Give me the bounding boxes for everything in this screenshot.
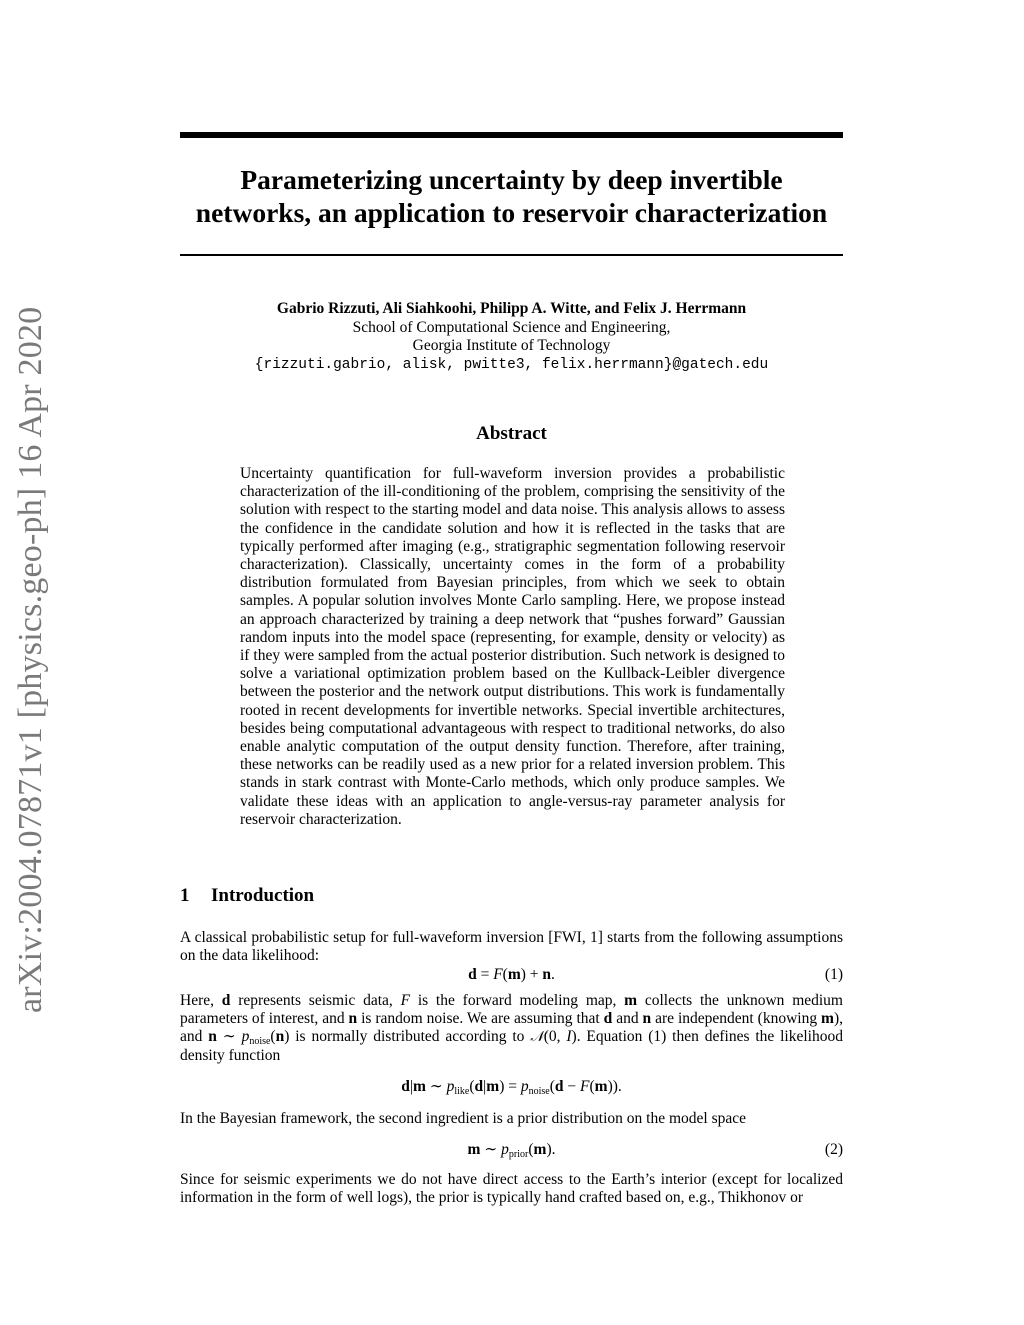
- equation-2-body: m ∼ $p_{prior}(m)$.: [467, 1141, 556, 1160]
- title-line-1: Parameterizing uncertainty by deep invertible: [240, 164, 783, 195]
- author-block: [180, 300, 843, 374]
- section-title: Introduction: [211, 885, 315, 906]
- likelihood-equation: d|m ∼ $p_{like}(d|m) = p_{noise}(d - F(m))$.: [401, 1078, 622, 1097]
- intro-paragraph-3: In the Bayesian framework, the second ingredient is a prior distribution on the model space: [180, 1110, 747, 1127]
- section-number: 1: [180, 885, 190, 906]
- abstract-heading: Abstract: [476, 423, 547, 444]
- title-bottom-rule: [180, 254, 843, 256]
- intro-paragraph-4: Since for seismic experiments we do not have direct access to the Earth’s interior (except for localized information in the form of well logs), the prior is typically hand crafted based on, e.g., Thikhonov or: [180, 1171, 843, 1207]
- arxiv-side-label: arXiv:2004.07871v1 [physics.geo-ph] 16 Apr 2020: [12, 306, 49, 1013]
- equation-1-body: d = F(m) + n.: [468, 966, 555, 983]
- equation-1: [180, 965, 843, 985]
- section-heading: [180, 885, 314, 907]
- intro-paragraph-2: Here, d represents seismic data, F is the forward modeling map, m collects the unknown medium parameters of interest, and n is random noise. We are assuming that d and n are independent (knowing m), and n ∼ $p_{noise}(n)$ is normally distributed according to 𝒩(0, I). Equation (1) then defines the likelihood density function: [180, 992, 843, 1064]
- abstract-text: Uncertainty quantification for full-waveform inversion provides a probabilistic characterization of the ill-conditioning of the problem, comprising the sensitivity of the solution with respect to the starting model and data noise. This analysis allows to assess the confidence in the candidate solution and how it is reflected in the tasks that are typically performed after imaging (e.g., stratigraphic segmentation following reservoir characterization). Classically, uncertainty comes in the form of a probability distribution formulated from Bayesian principles, from which we seek to obtain samples. A popular solution involves Monte Carlo sampling. Here, we propose instead an approach characterized by training a deep network that “pushes forward” Gaussian random inputs into the model space (representing, for example, density or velocity) as if they were sampled from the actual posterior distribution. Such network is designed to solve a variational optimization problem based on the Kullback-Leibler divergence between the posterior and the network output distributions. This work is fundamentally rooted in recent developments for invertible networks. Special invertible architectures, besides being computational advantageous with respect to traditional networks, do also enable analytic computation of the output density function. Therefore, after training, these networks can be readily used as a new prior for a related inversion problem. This stands in stark contrast with Monte-Carlo methods, which only produce samples. We validate these ideas with an application to angle-versus-ray parameter analysis for reservoir characterization.: [240, 465, 785, 828]
- title-top-rule: [180, 132, 843, 138]
- title-line-2: networks, an application to reservoir characterization: [195, 197, 828, 228]
- author-names: Gabrio Rizzuti, Ali Siahkoohi, Philipp A. Witte, and Felix J. Herrmann: [276, 300, 747, 317]
- author-emails: {rizzuti.gabrio, alisk, pwitte3, felix.herrmann}@gatech.edu: [254, 356, 769, 373]
- affiliation-line-2: Georgia Institute of Technology: [412, 337, 611, 354]
- equation-1-number: (1): [824, 966, 843, 983]
- paper-title: [160, 163, 863, 229]
- equation-2: [180, 1140, 843, 1160]
- equation-2-number: (2): [824, 1141, 843, 1158]
- affiliation-line-1: School of Computational Science and Engineering,: [352, 318, 671, 336]
- intro-paragraph-1: A classical probabilistic setup for full-waveform inversion [FWI, 1] starts from the following assumptions on the data likelihood:: [180, 929, 843, 965]
